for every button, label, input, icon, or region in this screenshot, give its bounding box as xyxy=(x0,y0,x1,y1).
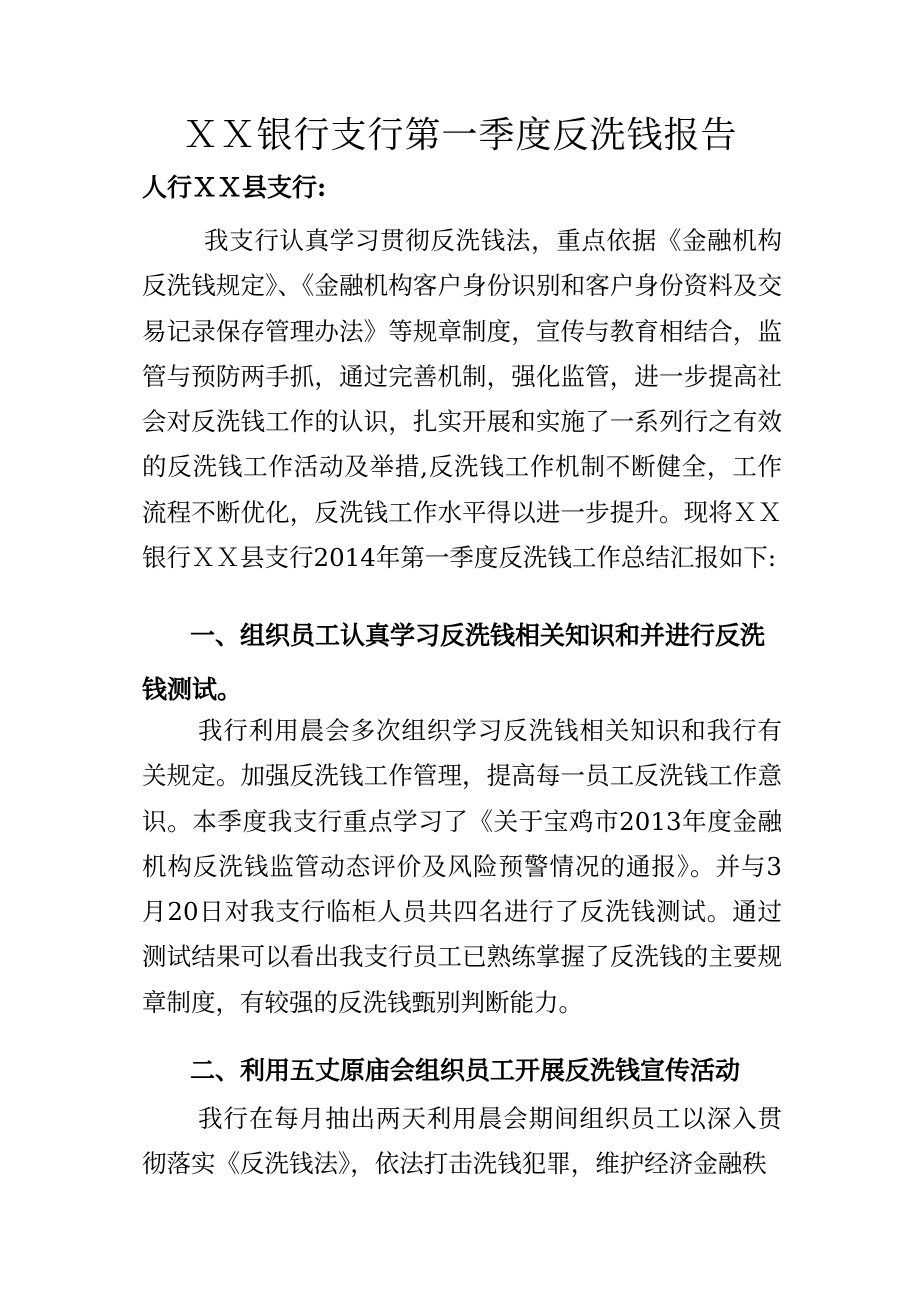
section-1-heading: 一、组织员工认真学习反洗钱相关知识和并进行反洗钱测试。 xyxy=(142,621,766,704)
section-1-body: 我行利用晨会多次组织学习反洗钱相关知识和我行有关规定。加强反洗钱工作管理，提高每一员工反洗钱工作意识。本季度我支行重点学习了《关于宝鸡市2013年度金融机构反洗钱监管动态评价及风险预警情况的通报》。并与3月20日对我支行临柜人员共四名进行了反洗钱测试。通过测试结果可以看出我支行员工已熟练掌握了反洗钱的主要规章制度，有较强的反洗钱甄别判断能力。 xyxy=(142,716,782,1017)
section-2-body: 我行在每月抽出两天利用晨会期间组织员工以深入贯彻落实《反洗钱法》，依法打击洗钱犯罪，维护经济金融秩 xyxy=(142,1104,782,1179)
document-title: ＸＸ银行支行第一季度反洗钱报告 xyxy=(182,115,738,156)
addressee: 人行ＸＸ县支行: xyxy=(142,173,327,202)
section-2-heading: 二、利用五丈原庙会组织员工开展反洗钱宣传活动 xyxy=(190,1056,741,1085)
intro-paragraph: 我支行认真学习贯彻反洗钱法，重点依据《金融机构反洗钱规定》、《金融机构客户身份识别和客户身份资料及交易记录保存管理办法》等规章制度，宣传与教育相结合，监管与预防两手抓，通过完善机制，强化监管，进一步提高社会对反洗钱工作的认识，扎实开展和实施了一系列行之有效的反洗钱工作活动及举措,反洗钱工作机制不断健全，工作流程不断优化，反洗钱工作水平得以进一步提升。现将ＸＸ银行ＸＸ县支行2014年第一季度反洗钱工作总结汇报如下: xyxy=(142,226,782,573)
